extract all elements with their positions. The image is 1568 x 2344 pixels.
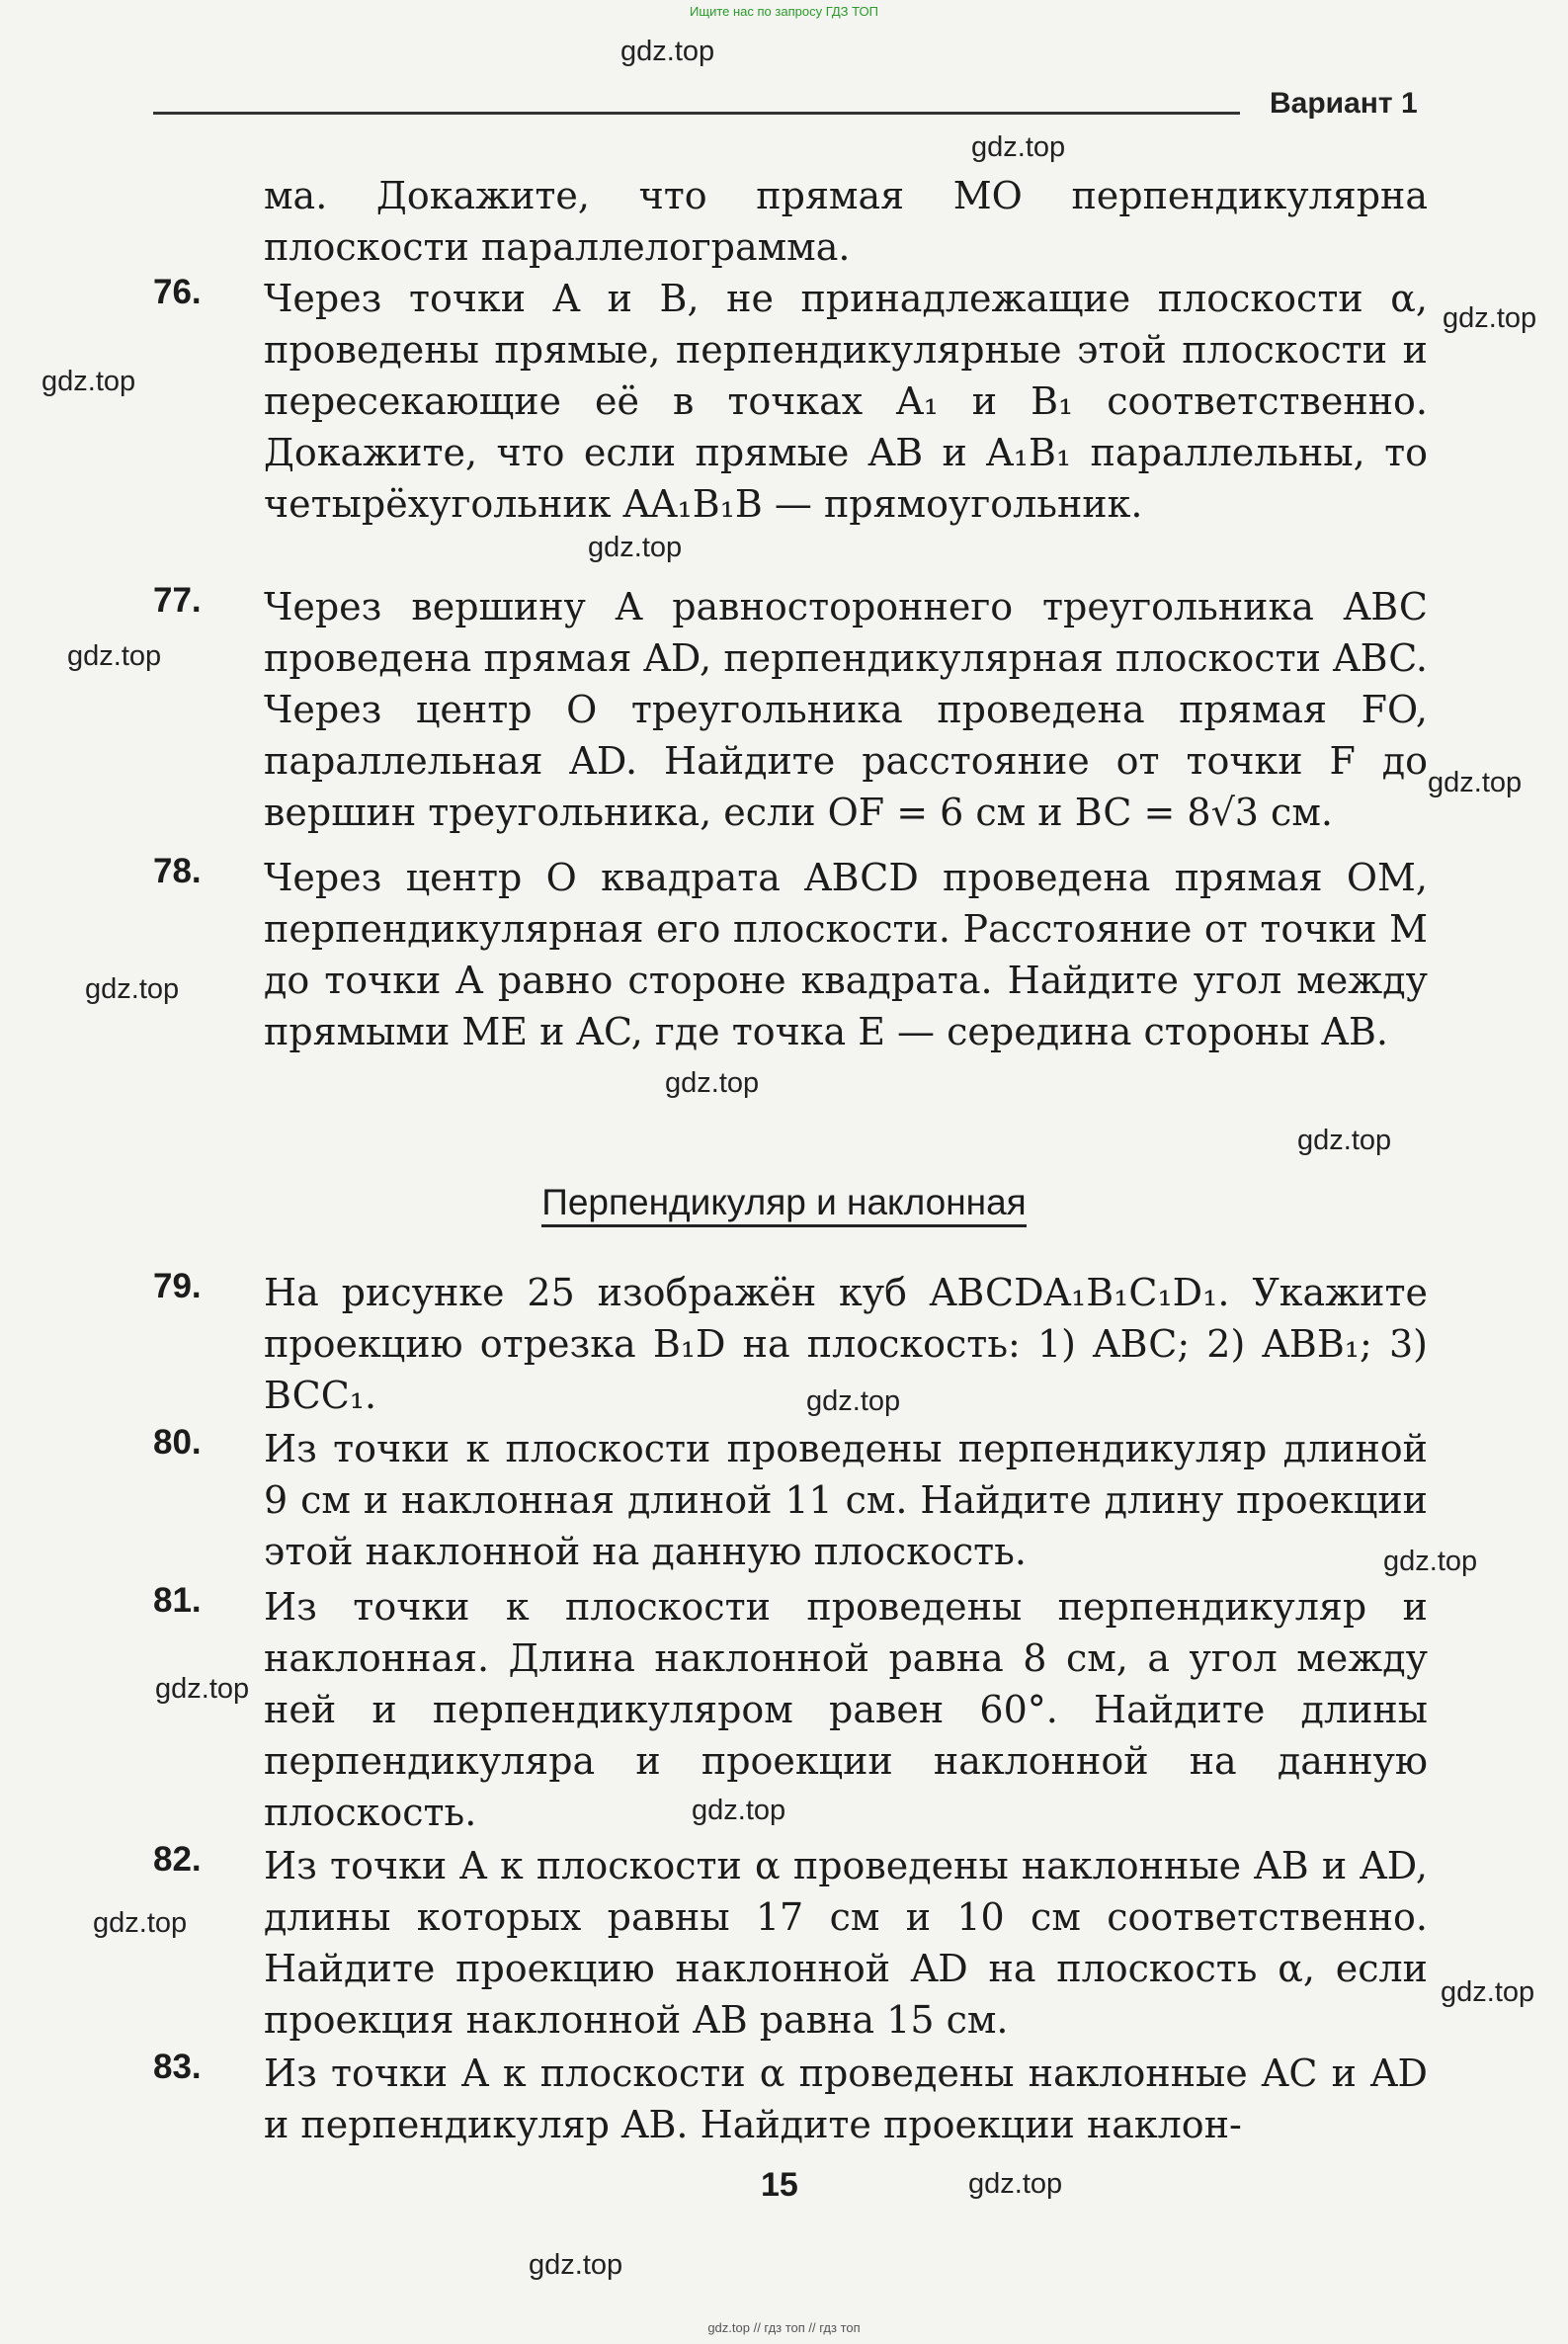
problem-number: 80. [153, 1423, 202, 1462]
section-title: Перпендикуляр и наклонная [0, 1182, 1568, 1223]
problem-text: Из точки к плоскости проведены перпендикуляр длиной 9 см и наклонная длиной 11 см. Найдите длину проекции этой наклонной на данную плоскость. [264, 1427, 1428, 1573]
problem-number: 79. [153, 1267, 202, 1305]
problem-text: Через центр O квадрата ABCD проведена прямая OM, перпендикулярная его плоскости. Расстояние от точки M до точки A равно стороне квадрата. Найдите угол между прямыми ME и AC, где точка E — середина стороны AB. [264, 856, 1428, 1053]
watermark: gdz.top [971, 131, 1066, 163]
problem-number: 77. [153, 581, 202, 620]
continuation-text: ма. Докажите, что прямая MO перпендикулярна плоскости параллелограмма. [264, 174, 1428, 269]
problem-77 [153, 581, 1428, 838]
problem-81 [153, 1581, 1428, 1838]
problem-80 [153, 1423, 1428, 1577]
problem-number: 76. [153, 273, 202, 311]
watermark: gdz.top [41, 366, 136, 397]
problem-text: Через вершину A равностороннего треугольника ABC проведена прямая AD, перпендикулярная плоскости ABC. Через центр O треугольника проведена прямая FO, параллельная AD. Найдите расстояние от точки F до вершин треугольника, если OF = 6 см и BC = 8√3 см. [264, 585, 1428, 834]
top-banner: Ищите нас по запросу ГДЗ ТОП [690, 4, 878, 19]
problem-text: Из точки A к плоскости α проведены наклонные AC и AD и перпендикуляр AB. Найдите проекции наклон- [264, 2051, 1428, 2146]
header-rule [153, 112, 1240, 115]
problem-79 [153, 1267, 1428, 1421]
watermark: gdz.top [1297, 1125, 1392, 1156]
watermark: gdz.top [85, 973, 180, 1005]
watermark: gdz.top [1441, 1976, 1535, 2008]
problem-83 [153, 2048, 1428, 2150]
watermark: gdz.top [155, 1673, 250, 1705]
watermark: gdz.top [529, 2249, 623, 2281]
problem-76 [153, 273, 1428, 530]
watermark: gdz.top [93, 1907, 188, 1939]
variant-label: Вариант 1 [1270, 87, 1418, 120]
problem-text: Через точки A и B, не принадлежащие плоскости α, проведены прямые, перпендикулярные этой плоскости и пересекающие её в точках A₁ и B₁ соответственно. Докажите, что если прямые AB и A₁B₁ параллельны, то четырёхугольник AA₁B₁B — прямоугольник. [264, 277, 1428, 526]
problem-number: 78. [153, 852, 202, 890]
watermark: gdz.top [692, 1795, 786, 1826]
problem-number: 82. [153, 1840, 202, 1879]
problem-text: Из точки A к плоскости α проведены наклонные AB и AD, длины которых равны 17 см и 10 см соответственно. Найдите проекцию наклонной AD на плоскость α, если проекция наклонной AB равна 15 см. [264, 1844, 1428, 2042]
bottom-banner: gdz.top // гдз топ // гдз топ [707, 2320, 861, 2335]
watermark: gdz.top [806, 1385, 901, 1417]
watermark: gdz.top [1443, 302, 1537, 334]
page-number: 15 [761, 2166, 798, 2204]
watermark: gdz.top [1383, 1546, 1478, 1577]
problem-82 [153, 1840, 1428, 2046]
watermark: gdz.top [67, 640, 162, 672]
problem-text: Из точки к плоскости проведены перпендикуляр и наклонная. Длина наклонной равна 8 см, а угол между ней и перпендикуляром равен 60°. Найдите длины перпендикуляра и проекции наклонной на данную плоскость. [264, 1585, 1428, 1834]
watermark: gdz.top [588, 532, 683, 563]
watermark: gdz.top [968, 2168, 1063, 2200]
problem-text: На рисунке 25 изображён куб ABCDA₁B₁C₁D₁. Укажите проекцию отрезка B₁D на плоскость: 1) ABC; 2) ABB₁; 3) BCC₁. [264, 1271, 1428, 1417]
problem-number: 83. [153, 2048, 202, 2086]
watermark: gdz.top [665, 1067, 760, 1099]
watermark: gdz.top [1428, 767, 1523, 798]
watermark: gdz.top [620, 36, 715, 67]
problem-78 [153, 852, 1428, 1057]
problem-number: 81. [153, 1581, 202, 1620]
